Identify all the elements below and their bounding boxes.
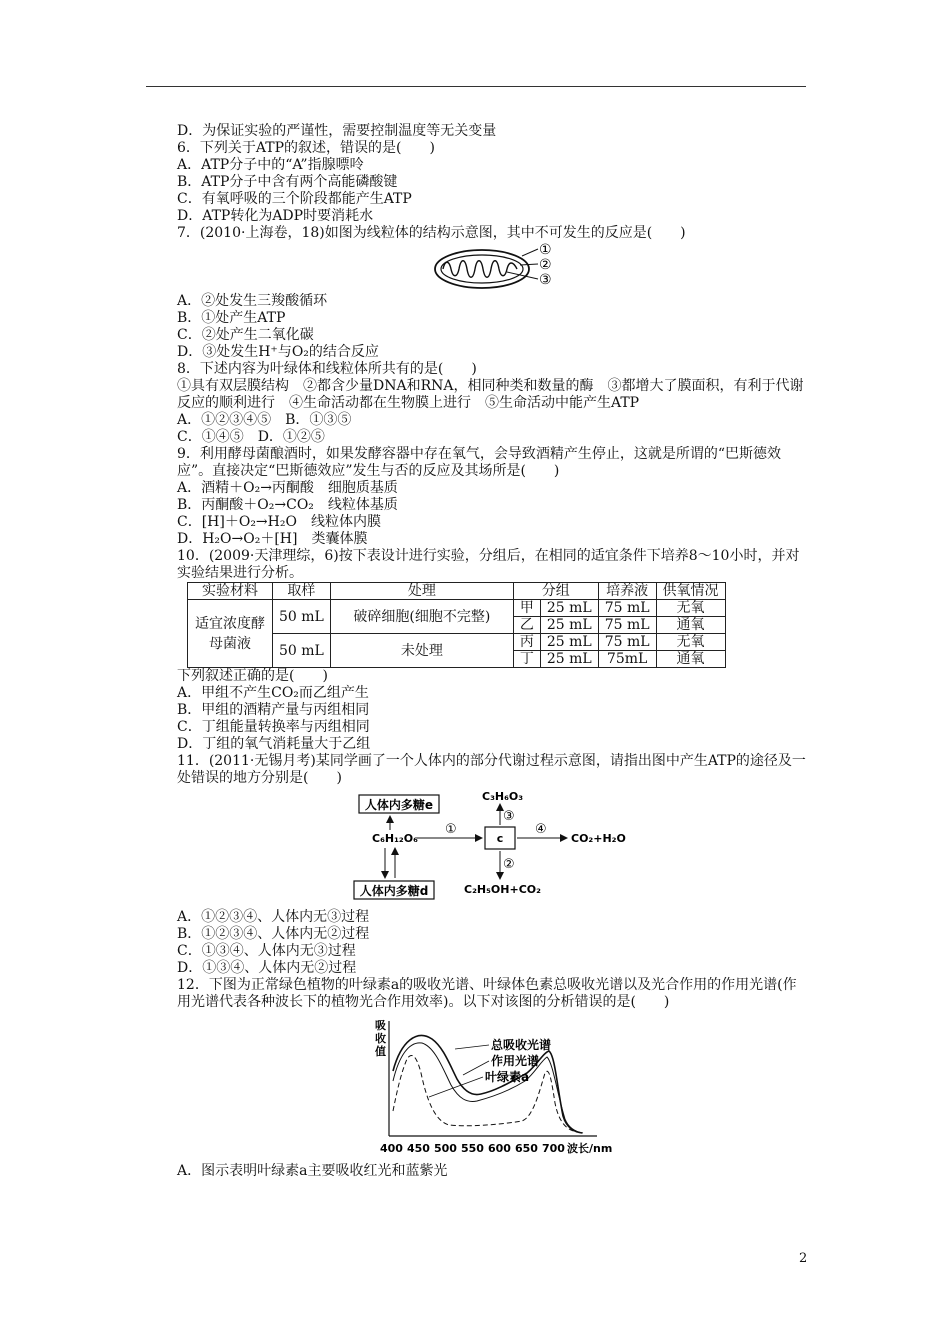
step-1-label: ① (445, 822, 457, 837)
metabolism-figure (177, 787, 807, 909)
question-12-stem: 12．下图为正常绿色植物的叶绿素a的吸收光谱、叶绿体色素总吸收光谱以及光合作用的作用光谱(作用光谱代表各种波长下的植物光合作用效率)。以下对该图的分析错误的是( ) (177, 977, 797, 1010)
x-tick-label: 550 (461, 1142, 484, 1155)
table-header: 分组 (513, 583, 598, 600)
x-tick-label: 400 (380, 1142, 403, 1155)
mito-label-3: ③ (539, 272, 552, 288)
table-cell-volume: 25 mL (540, 651, 598, 668)
legend-chlorophyll-a: 叶绿素a (485, 1070, 530, 1084)
option-line: C．[H]＋O₂→H₂O 线粒体内膜 (177, 514, 381, 530)
table-cell-volume: 25 mL (540, 600, 598, 617)
table-cell-medium: 75 mL (598, 634, 656, 651)
x-tick-label: 450 (407, 1142, 430, 1155)
option-line: C．①④⑤ D．①②⑤ (177, 429, 325, 445)
box-polysaccharide-d: 人体内多糖d (359, 884, 429, 898)
option-line: B．①②③④、人体内无②过程 (177, 926, 370, 942)
option-line: B．ATP分子中含有两个高能磷酸键 (177, 174, 398, 190)
legend-action-spectrum: 作用光谱 (491, 1054, 540, 1068)
total-absorption-curve (393, 1036, 582, 1133)
question-8-statements: ①具有双层膜结构 ②都含少量DNA和RNA，相同种类和数量的酶 ③都增大了膜面积，有利于代谢反应的顺利进行 ④生命活动都在生物膜上进行 ⑤生命活动中能产生ATP (177, 378, 804, 411)
metabolism-diagram (177, 787, 807, 909)
question-6-stem: 6．下列关于ATP的叙述，错误的是( ) (177, 140, 435, 156)
question-9-stem: 9．利用酵母菌酿酒时，如果发酵容器中存在氧气，会导致酒精产生停止，这就是所谓的“巴斯德效应”。直接决定“巴斯德效应”发生与否的反应及其场所是( ) (177, 446, 782, 479)
step-4-label: ④ (535, 822, 547, 837)
question-10-stem: 10．(2009·天津理综，6)按下表设计进行实验，分组后，在相同的适宜条件下培养8～10小时，并对实验结果进行分析。 (177, 548, 800, 581)
box-c: c (496, 832, 504, 845)
table-cell-oxygen: 通氧 (656, 651, 725, 668)
y-axis-label: 吸 (375, 1019, 386, 1032)
option-line: C．①③④、人体内无③过程 (177, 943, 356, 959)
ethanol-label: C₂H₅OH+CO₂ (464, 883, 541, 896)
table-header: 处理 (330, 583, 513, 600)
table-cell-oxygen: 通氧 (656, 617, 725, 634)
box-polysaccharide-e: 人体内多糖e (364, 798, 434, 812)
table-cell-group: 乙 (513, 617, 540, 634)
option-line: A．ATP分子中的“A”指腺嘌呤 (177, 157, 364, 173)
option-line: A．酒精＋O₂→丙酮酸 细胞质基质 (177, 480, 398, 496)
option-line: A．①②③④⑤ B．①③⑤ (177, 412, 352, 428)
x-tick-label: 700 (542, 1142, 565, 1155)
glucose-label: C₆H₁₂O₆ (372, 832, 418, 845)
x-tick-label: 650 (515, 1142, 538, 1155)
table-header: 培养液 (598, 583, 656, 600)
y-axis-label: 值 (375, 1045, 386, 1058)
table-row (188, 600, 726, 617)
table-cell-sample: 50 mL (273, 600, 331, 634)
table-header-row (188, 583, 726, 600)
y-axis-label: 收 (375, 1032, 386, 1045)
option-line: A．甲组不产生CO₂而乙组产生 (177, 685, 369, 701)
option-line: B．①处产生ATP (177, 310, 286, 326)
step-2-label: ② (503, 857, 515, 872)
option-line: A．①②③④、人体内无③过程 (177, 909, 370, 925)
option-line: C．有氧呼吸的三个阶段都能产生ATP (177, 191, 412, 207)
table-cell-volume: 25 mL (540, 617, 598, 634)
option-line: B．甲组的酒精产量与丙组相同 (177, 702, 370, 718)
mito-label-1: ① (539, 242, 552, 258)
mitochondrion-diagram (177, 242, 807, 293)
option-line: D．H₂O→O₂＋[H] 类囊体膜 (177, 531, 368, 547)
table-cell-group: 甲 (513, 600, 540, 617)
mito-label-2: ② (539, 257, 552, 273)
question-8-stem: 8．下述内容为叶绿体和线粒体所共有的是( ) (177, 361, 477, 377)
option-line: D．ATP转化为ADP时要消耗水 (177, 208, 374, 224)
option-line: D．丁组的氧气消耗量大于乙组 (177, 736, 371, 752)
x-axis-label: 波长/nm (567, 1142, 613, 1155)
option-line: D．③处发生H⁺与O₂的结合反应 (177, 344, 379, 360)
text-line: D．为保证实验的严谨性，需要控制温度等无关变量 (177, 123, 497, 139)
legend-total-absorption: 总吸收光谱 (491, 1038, 552, 1052)
step-3-label: ③ (503, 809, 515, 824)
option-line: D．①③④、人体内无②过程 (177, 960, 357, 976)
header-rule (146, 86, 806, 87)
option-line: C．丁组能量转换率与丙组相同 (177, 719, 370, 735)
table-cell-group: 丙 (513, 634, 540, 651)
co2-water-label: CO₂+H₂O (571, 832, 626, 845)
spectrum-figure (177, 1011, 807, 1157)
table-cell-group: 丁 (513, 651, 540, 668)
absorption-spectrum-chart (177, 1011, 807, 1157)
table-cell-oxygen: 无氧 (656, 634, 725, 651)
table-cell-volume: 25 mL (540, 634, 598, 651)
table-cell-sample: 50 mL (273, 634, 331, 668)
page-content (177, 123, 807, 1180)
question-10-prompt: 下列叙述正确的是( ) (177, 668, 328, 684)
table-cell-oxygen: 无氧 (656, 600, 725, 617)
table-cell-medium: 75 mL (598, 600, 656, 617)
mitochondrion-figure (177, 242, 807, 293)
table-cell-medium: 75 mL (598, 617, 656, 634)
table-cell-medium: 75mL (598, 651, 656, 668)
x-tick-label: 500 (434, 1142, 457, 1155)
option-line: A．图示表明叶绿素a主要吸收红光和蓝紫光 (177, 1163, 448, 1179)
table-cell-treatment: 破碎细胞(细胞不完整) (330, 600, 513, 634)
question-11-stem: 11．(2011·无锡月考)某同学画了一个人体内的部分代谢过程示意图，请指出图中产生ATP的途径及一处错误的地方分别是( ) (177, 753, 806, 786)
experiment-table (187, 582, 726, 668)
question-7-stem: 7．(2010·上海卷，18)如图为线粒体的结构示意图，其中不可发生的反应是( ) (177, 225, 686, 241)
table-cell-treatment: 未处理 (330, 634, 513, 668)
option-line: A．②处发生三羧酸循环 (177, 293, 328, 309)
table-header: 取样 (273, 583, 331, 600)
x-tick-label: 600 (488, 1142, 511, 1155)
action-spectrum-curve (393, 1043, 583, 1133)
lactic-acid-label: C₃H₆O₃ (482, 790, 524, 803)
option-line: C．②处产生二氧化碳 (177, 327, 314, 343)
option-line: B．丙酮酸＋O₂→CO₂ 线粒体基质 (177, 497, 398, 513)
table-header: 实验材料 (188, 583, 273, 600)
table-cell-material: 适宜浓度酵母菌液 (188, 600, 273, 668)
page-number: 2 (799, 1251, 808, 1266)
table-header: 供氧情况 (656, 583, 725, 600)
